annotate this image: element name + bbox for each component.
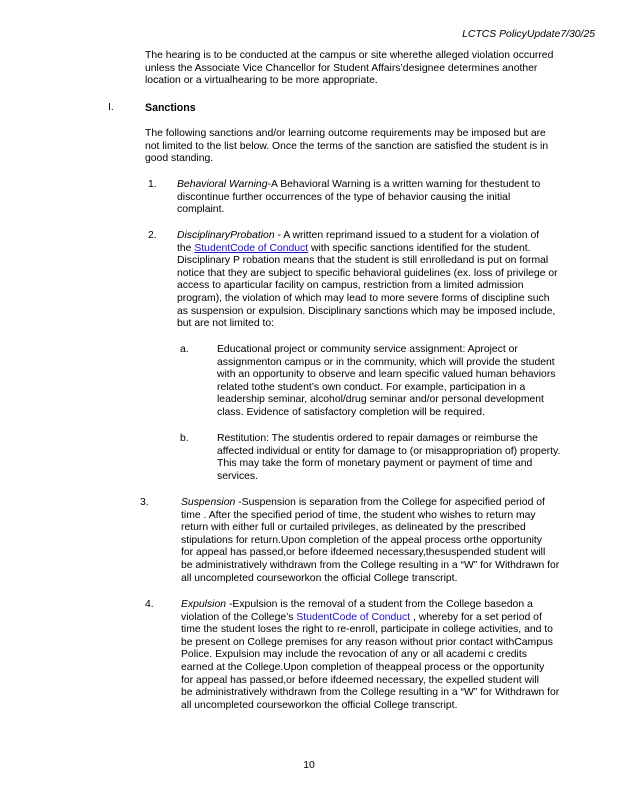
item-line: Disciplinary P robation means that the student is still enrolledand is put on formal <box>177 255 549 267</box>
item-line: for appeal has passed,or before ifdeemed necessary, the expelled student will <box>181 674 539 686</box>
item-line: access to aparticular facility on campus, restriction from a limited admission <box>177 280 524 292</box>
item-line: as suspension or expulsion. Disciplinary sanctions which may be imposed include, <box>177 305 556 317</box>
item-line: earned at the College.Upon completion of theappeal process or the opportunity <box>181 661 545 673</box>
sub-item-line: Restitution: The studentis ordered to repair damages or reimburse the <box>217 433 538 444</box>
sub-item-educational-project <box>217 344 555 420</box>
item-line: but are not limited to: <box>177 318 275 330</box>
intro-line: location or a virtualhearing to be more appropriate. <box>145 75 378 87</box>
list-item-number: 4. <box>145 599 154 610</box>
sub-item-line: Educational project or community service assignment: Aproject or <box>217 344 518 355</box>
section-paragraph <box>145 128 548 166</box>
item-line: be present on College premises for any reason without prior contact withCampus <box>181 636 553 648</box>
item-term: Behavioral Warning <box>177 179 268 190</box>
item-line: time the student loses the right to re-enroll, participate in college activities, and to <box>181 624 553 636</box>
intro-line: The hearing is to be conducted at the campus or site wherethe alleged violation occurred <box>145 50 554 61</box>
sub-item-line: with an opportunity to observe and learn specific valued human behaviors <box>217 369 556 381</box>
page-number: 10 <box>303 760 315 771</box>
page-header: LCTCS PolicyUpdate7/30/25 <box>462 29 595 40</box>
item-line: all uncompleted courseworkon the official College transcript. <box>181 699 458 711</box>
list-item-number: 3. <box>140 497 149 508</box>
item-term: DisciplinaryProbation <box>177 230 275 241</box>
item-text: -Expulsion is the removal of a student from the College basedon a <box>226 599 533 610</box>
list-item-number: 2. <box>148 230 157 241</box>
item-text: -A Behavioral Warning is a written warning for thestudent to <box>267 179 541 190</box>
list-item-disciplinary-probation <box>177 230 558 331</box>
list-item-behavioral-warning <box>177 179 540 217</box>
sub-item-line: services. <box>217 470 258 482</box>
sub-item-line: affected individual or entity for damage to (or misappropriation of) property. <box>217 445 561 457</box>
sub-item-restitution <box>217 433 560 483</box>
item-text: with specific sanctions identified for the student. <box>308 242 531 254</box>
item-text: the <box>177 242 195 254</box>
sub-item-line: This may take the form of monetary payment or payment of time and <box>217 458 533 470</box>
item-line: notice that they are subject to specific behavioral guidelines (ex. loss of privilege or <box>177 267 558 279</box>
item-line: Police. Expulsion may include the revocation of any or all academi c credits <box>181 649 527 661</box>
intro-paragraph <box>145 50 553 88</box>
section-line: The following sanctions and/or learning outcome requirements may be imposed but are <box>145 128 546 139</box>
intro-line: unless the Associate Vice Chancellor for Student Affairs’designee determines another <box>145 62 538 74</box>
item-line: discontinue further occurrences of the type of behavior causing the initial <box>177 191 511 203</box>
sub-item-line: class. Evidence of satisfactory completion will be required. <box>217 406 485 418</box>
section-line: good standing. <box>145 153 214 165</box>
item-text: violation of the College’s <box>181 611 297 623</box>
item-line: for appeal has passed,or before ifdeemed necessary,thesuspended student will <box>181 547 546 559</box>
sub-item-letter: a. <box>180 344 189 355</box>
item-line: be administratively withdrawn from the College resulting in a “W” for Withdrawn for <box>181 559 560 571</box>
sub-item-line: assignmenton campus or in the community, which will provide the student <box>217 356 555 368</box>
list-item-suspension <box>181 497 559 585</box>
sub-item-letter: b. <box>180 433 189 444</box>
item-line: time . After the specified period of time, the student who wishes to return may <box>181 509 536 521</box>
item-term: Expulsion <box>181 599 227 610</box>
item-line: return with either full or curtailed privileges, as delineated by the prescribed <box>181 522 526 534</box>
section-number: I. <box>108 102 114 113</box>
list-item-expulsion <box>181 599 559 712</box>
item-text: - A written reprimand issued to a student for a violation of <box>274 230 540 241</box>
item-line: be administratively withdrawn from the College resulting in a “W” for Withdrawn for <box>181 687 560 699</box>
sub-item-line: related tothe student’s own conduct. For example, participation in a <box>217 381 526 393</box>
item-text: , whereby for a set period of <box>410 611 542 623</box>
student-code-of-conduct-link[interactable]: StudentCode of Conduct <box>194 242 309 254</box>
list-item-number: 1. <box>148 179 157 190</box>
item-line: stipulations for return.Upon completion of the appeal process orthe opportunity <box>181 534 542 546</box>
item-line: program), the violation of which may lead to more severe forms of discipline such <box>177 292 550 304</box>
item-term: Suspension <box>181 497 236 508</box>
item-text: -Suspension is separation from the College for aspecified period of <box>235 497 545 508</box>
item-line: all uncompleted courseworkon the official College transcript. <box>181 572 458 584</box>
sub-item-line: leadership seminar, alcohol/drug seminar and/or personal development <box>217 394 544 406</box>
student-code-of-conduct-link[interactable]: StudentCode of Conduct <box>296 611 411 623</box>
section-line: not limited to the list below. Once the terms of the sanction are satisfied the student is in <box>145 140 549 152</box>
section-title: Sanctions <box>145 102 196 114</box>
item-line: complaint. <box>177 204 225 216</box>
